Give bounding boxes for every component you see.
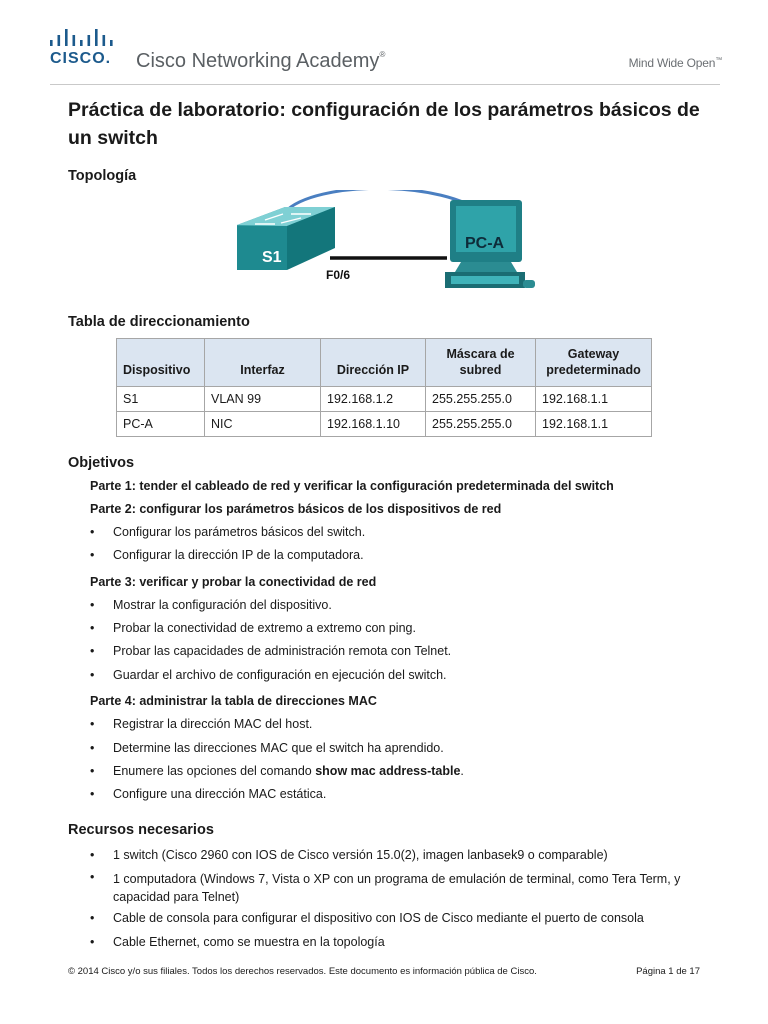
- table-row: [117, 387, 652, 412]
- col-header-interface: Interfaz: [205, 339, 321, 387]
- objectives-heading: Objetivos: [68, 455, 135, 471]
- topology-diagram: [225, 190, 545, 300]
- table-row: [117, 412, 652, 437]
- table-cell: VLAN 99: [205, 387, 321, 412]
- objective-part-3: Parte 3: verificar y probar la conectividad de red: [90, 575, 377, 589]
- table-cell: 255.255.255.0: [426, 412, 536, 437]
- table-cell: PC-A: [117, 412, 205, 437]
- page-header: [0, 0, 768, 84]
- switch-icon: [237, 207, 335, 270]
- page-number: Página 1 de 17: [636, 966, 700, 977]
- table-cell: 192.168.1.10: [321, 412, 426, 437]
- tagline: Mind Wide Open™: [628, 56, 722, 70]
- objective-part-4: Parte 4: administrar la tabla de direcciones MAC: [90, 694, 377, 708]
- table-cell: 255.255.255.0: [426, 387, 536, 412]
- table-cell: NIC: [205, 412, 321, 437]
- header-divider: [50, 84, 720, 85]
- addressing-heading: Tabla de direccionamiento: [68, 314, 250, 330]
- footer-copyright: © 2014 Cisco y/o sus filiales. Todos los derechos reservados. Este documento es información pública de Cisco.: [68, 966, 537, 977]
- table-cell: 192.168.1.2: [321, 387, 426, 412]
- academy-name: Cisco Networking Academy®: [136, 50, 386, 72]
- command-text: show mac address-table: [315, 764, 461, 778]
- cisco-wordmark: CISCO.: [50, 50, 112, 67]
- col-header-gateway: Gateway predeterminado: [536, 339, 652, 387]
- resources-heading: Recursos necesarios: [68, 822, 214, 838]
- col-header-ip: Dirección IP: [321, 339, 426, 387]
- table-header-row: [117, 339, 652, 387]
- table-cell: 192.168.1.1: [536, 412, 652, 437]
- col-header-mask: Máscara de subred: [426, 339, 536, 387]
- table-cell: S1: [117, 387, 205, 412]
- objective-part-2: Parte 2: configurar los parámetros básicos de los dispositivos de red: [90, 502, 502, 516]
- objective-part-1: Parte 1: tender el cableado de red y verificar la configuración predeterminada del switch: [90, 479, 614, 493]
- table-cell: 192.168.1.1: [536, 387, 652, 412]
- port-label: F0/6: [326, 268, 351, 282]
- pc-label: PC-A: [465, 235, 505, 252]
- col-header-device: Dispositivo: [117, 339, 205, 387]
- topology-heading: Topología: [68, 168, 137, 184]
- page-title: Práctica de laboratorio: configuración de los parámetros básicos de un switch: [68, 99, 700, 149]
- addressing-table: [116, 338, 652, 437]
- switch-label: S1: [262, 249, 282, 266]
- cisco-bars-icon: [50, 28, 120, 50]
